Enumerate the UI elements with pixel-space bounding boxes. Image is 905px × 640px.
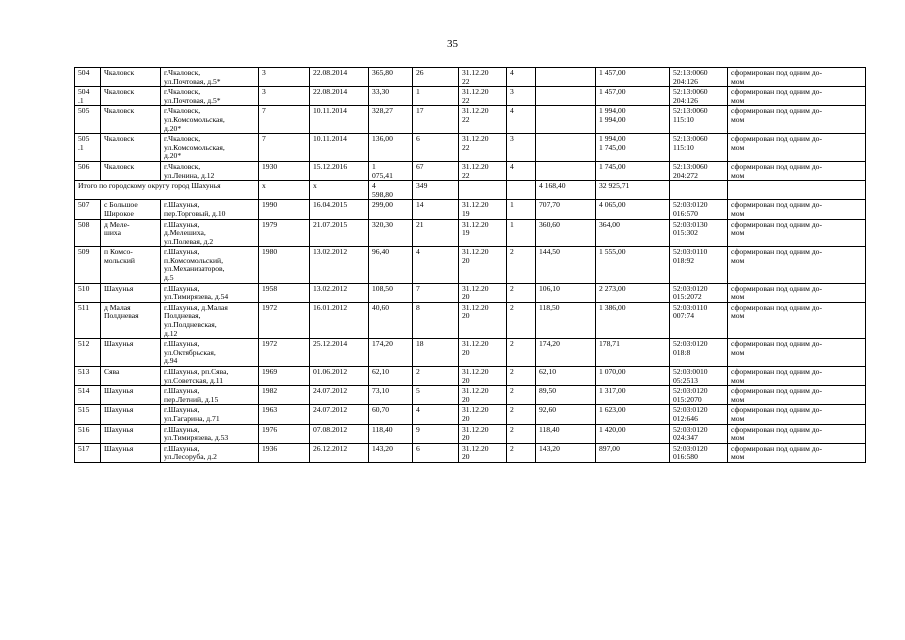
table-row — [75, 219, 866, 247]
cell-price: 1 317,00 — [596, 386, 670, 405]
cell-address: г.Шахунья, пер.Торговый, д.10 — [161, 200, 259, 219]
cell-residents: 349 — [413, 181, 459, 200]
cell-year-built: 3 — [259, 87, 310, 106]
cell-deadline — [459, 181, 507, 200]
cell-note: сформирован под одним до- мом — [728, 339, 866, 367]
cell-stage: 4 — [507, 161, 536, 180]
cell-year-built: 1963 — [259, 405, 310, 424]
cell-area-remaining — [536, 68, 596, 87]
cell-residents: 67 — [413, 161, 459, 180]
cell-settlement: с Большое Широкое — [101, 200, 161, 219]
cell-settlement: Сява — [101, 367, 161, 386]
cell-area-remaining: 118,50 — [536, 302, 596, 338]
cell-stage: 2 — [507, 339, 536, 367]
cell-price: 897,00 — [596, 443, 670, 462]
cell-area-remaining — [536, 134, 596, 162]
cell-residents: 4 — [413, 247, 459, 283]
cell-cadastral-number: 52:03:0010 05:2513 — [670, 367, 728, 386]
cell-cadastral-number: 52:13:0060 115:10 — [670, 106, 728, 134]
cell-settlement: д Меле- шиха — [101, 219, 161, 247]
cell-area-remaining: 360,60 — [536, 219, 596, 247]
cell-settlement: Шахунья — [101, 386, 161, 405]
cell-area: 108,50 — [369, 283, 413, 302]
table-row — [75, 68, 866, 87]
cell-area: 320,30 — [369, 219, 413, 247]
cell-stage: 2 — [507, 367, 536, 386]
cell-address: г.Чкаловск, ул.Почтовая, д.5* — [161, 68, 259, 87]
cell-address: г.Шахунья, пер.Летний, д.15 — [161, 386, 259, 405]
cell-address: г.Шахунья, ул.Октябрьская, д.94 — [161, 339, 259, 367]
table-row — [75, 339, 866, 367]
cell-price: 1 386,00 — [596, 302, 670, 338]
table-row — [75, 386, 866, 405]
cell-deadline: 31.12.20 22 — [459, 87, 507, 106]
total-label-cell: Итого по городскому округу город Шахунья — [75, 181, 259, 200]
cell-residents: 8 — [413, 302, 459, 338]
cell-price: 178,71 — [596, 339, 670, 367]
cell-settlement: п Комсо- мольский — [101, 247, 161, 283]
cell-row-number: 513 — [75, 367, 101, 386]
cell-area-remaining: 89,50 — [536, 386, 596, 405]
cell-address: г.Шахунья, рп.Сява, ул.Советская, д.11 — [161, 367, 259, 386]
cell-address: г.Чкаловск, ул.Почтовая, д.5* — [161, 87, 259, 106]
cell-area-remaining: 143,20 — [536, 443, 596, 462]
table-row — [75, 424, 866, 443]
cell-year-built: 1982 — [259, 386, 310, 405]
cell-note: сформирован под одним до- мом — [728, 367, 866, 386]
cell-address: г.Шахунья, ул.Лесоруба, д.2 — [161, 443, 259, 462]
cell-survey-date: 01.06.2012 — [310, 367, 369, 386]
cell-residents: 6 — [413, 134, 459, 162]
cell-address: г.Шахунья, ул.Гагарина, д.71 — [161, 405, 259, 424]
cell-price: 1 994,00 1 994,00 — [596, 106, 670, 134]
cell-note: сформирован под одним до- мом — [728, 200, 866, 219]
cell-stage: 2 — [507, 302, 536, 338]
cell-price: 2 273,00 — [596, 283, 670, 302]
cell-area-remaining: 144,50 — [536, 247, 596, 283]
cell-row-number: 506 — [75, 161, 101, 180]
cell-row-number: 505 — [75, 106, 101, 134]
cell-row-number: 507 — [75, 200, 101, 219]
cell-area: 62,10 — [369, 367, 413, 386]
cell-cadastral-number: 52:13:0060 204:272 — [670, 161, 728, 180]
cell-settlement: Шахунья — [101, 283, 161, 302]
cell-cadastral-number: 52:03:0120 015:2072 — [670, 283, 728, 302]
cell-cadastral-number: 52:03:0120 016:570 — [670, 200, 728, 219]
cell-note: сформирован под одним до- мом — [728, 161, 866, 180]
cell-area-remaining: 92,60 — [536, 405, 596, 424]
cell-area-remaining — [536, 106, 596, 134]
cell-survey-date: 22.08.2014 — [310, 68, 369, 87]
cell-deadline: 31.12.20 22 — [459, 161, 507, 180]
cell-year-built: 1972 — [259, 302, 310, 338]
cell-stage: 1 — [507, 219, 536, 247]
cell-settlement: Шахунья — [101, 443, 161, 462]
table-row — [75, 443, 866, 462]
cell-cadastral-number: 52:03:0120 024:347 — [670, 424, 728, 443]
table-row — [75, 367, 866, 386]
cell-row-number: 511 — [75, 302, 101, 338]
cell-deadline: 31.12.20 20 — [459, 386, 507, 405]
cell-stage: 2 — [507, 443, 536, 462]
cell-year-built: 1976 — [259, 424, 310, 443]
cell-cadastral-number — [670, 181, 728, 200]
cell-survey-date: 10.11.2014 — [310, 106, 369, 134]
cell-residents: 14 — [413, 200, 459, 219]
cell-note: сформирован под одним до- мом — [728, 68, 866, 87]
cell-year-built: 7 — [259, 134, 310, 162]
cell-deadline: 31.12.20 20 — [459, 339, 507, 367]
cell-area-remaining: 62,10 — [536, 367, 596, 386]
cell-survey-date: 16.01.2012 — [310, 302, 369, 338]
cell-note: сформирован под одним до- мом — [728, 106, 866, 134]
cell-survey-date: 25.12.2014 — [310, 339, 369, 367]
cell-cadastral-number: 52:03:0120 015:2070 — [670, 386, 728, 405]
cell-area-remaining — [536, 87, 596, 106]
cell-row-number: 517 — [75, 443, 101, 462]
cell-note: сформирован под одним до- мом — [728, 405, 866, 424]
cell-stage: 2 — [507, 247, 536, 283]
cell-area: 40,60 — [369, 302, 413, 338]
cell-survey-date: 13.02.2012 — [310, 283, 369, 302]
cell-price: 1 745,00 — [596, 161, 670, 180]
table-row — [75, 200, 866, 219]
cell-year-built: 1930 — [259, 161, 310, 180]
housing-register-table — [74, 67, 866, 463]
cell-residents: 21 — [413, 219, 459, 247]
cell-address: г.Шахунья, п.Комсомольский, ул.Механизаторов, д.5 — [161, 247, 259, 283]
cell-settlement: Шахунья — [101, 424, 161, 443]
cell-deadline: 31.12.20 20 — [459, 405, 507, 424]
cell-address: г.Шахунья, ул.Тимирязева, д.54 — [161, 283, 259, 302]
cell-area-remaining: 707,70 — [536, 200, 596, 219]
table-row — [75, 247, 866, 283]
cell-cadastral-number: 52:13:0060 204:126 — [670, 68, 728, 87]
cell-note: сформирован под одним до- мом — [728, 424, 866, 443]
cell-note: сформирован под одним до- мом — [728, 134, 866, 162]
cell-row-number: 509 — [75, 247, 101, 283]
cell-deadline: 31.12.20 20 — [459, 443, 507, 462]
cell-address: г.Шахунья, д.Малая Полдневая, ул.Полдневская, д.12 — [161, 302, 259, 338]
cell-area: 118,40 — [369, 424, 413, 443]
cell-survey-date: x — [310, 181, 369, 200]
table-row — [75, 87, 866, 106]
cell-survey-date: 24.07.2012 — [310, 386, 369, 405]
cell-price: 32 925,71 — [596, 181, 670, 200]
cell-address: г.Чкаловск, ул.Комсомольская, д.20* — [161, 106, 259, 134]
cell-settlement: д Малая Полдневая — [101, 302, 161, 338]
cell-address: г.Шахунья, д.Мелешиха, ул.Полевая, д.2 — [161, 219, 259, 247]
cell-year-built: 1972 — [259, 339, 310, 367]
cell-stage: 4 — [507, 68, 536, 87]
cell-area: 4 598,80 — [369, 181, 413, 200]
cell-area: 60,70 — [369, 405, 413, 424]
cell-cadastral-number: 52:03:0110 018:92 — [670, 247, 728, 283]
cell-row-number: 504 .1 — [75, 87, 101, 106]
cell-area-remaining: 174,20 — [536, 339, 596, 367]
cell-area: 96,40 — [369, 247, 413, 283]
cell-price: 1 457,00 — [596, 87, 670, 106]
cell-survey-date: 24.07.2012 — [310, 405, 369, 424]
cell-settlement: Чкаловск — [101, 87, 161, 106]
cell-note: сформирован под одним до- мом — [728, 283, 866, 302]
cell-deadline: 31.12.20 20 — [459, 247, 507, 283]
cell-stage: 3 — [507, 87, 536, 106]
cell-row-number: 510 — [75, 283, 101, 302]
cell-year-built: 1980 — [259, 247, 310, 283]
cell-deadline: 31.12.20 20 — [459, 367, 507, 386]
cell-year-built: x — [259, 181, 310, 200]
cell-residents: 26 — [413, 68, 459, 87]
cell-residents: 5 — [413, 386, 459, 405]
cell-year-built: 1990 — [259, 200, 310, 219]
cell-row-number: 504 — [75, 68, 101, 87]
cell-deadline: 31.12.20 19 — [459, 219, 507, 247]
cell-address: г.Шахунья, ул.Тимирязева, д.53 — [161, 424, 259, 443]
cell-note: сформирован под одним до- мом — [728, 386, 866, 405]
cell-area-remaining — [536, 161, 596, 180]
cell-settlement: Чкаловск — [101, 161, 161, 180]
cell-note: сформирован под одним до- мом — [728, 302, 866, 338]
cell-settlement: Чкаловск — [101, 106, 161, 134]
cell-note — [728, 181, 866, 200]
cell-survey-date: 16.04.2015 — [310, 200, 369, 219]
cell-price: 1 555,00 — [596, 247, 670, 283]
cell-cadastral-number: 52:03:0120 016:580 — [670, 443, 728, 462]
cell-cadastral-number: 52:03:0120 012:646 — [670, 405, 728, 424]
cell-deadline: 31.12.20 22 — [459, 106, 507, 134]
cell-address: г.Чкаловск, ул.Ленина, д.12 — [161, 161, 259, 180]
cell-settlement: Чкаловск — [101, 68, 161, 87]
cell-residents: 18 — [413, 339, 459, 367]
cell-row-number: 508 — [75, 219, 101, 247]
cell-area: 299,00 — [369, 200, 413, 219]
cell-stage: 2 — [507, 283, 536, 302]
cell-price: 4 065,00 — [596, 200, 670, 219]
cell-deadline: 31.12.20 20 — [459, 302, 507, 338]
cell-survey-date: 10.11.2014 — [310, 134, 369, 162]
cell-deadline: 31.12.20 22 — [459, 134, 507, 162]
cell-year-built: 1936 — [259, 443, 310, 462]
cell-stage: 2 — [507, 424, 536, 443]
cell-residents: 6 — [413, 443, 459, 462]
cell-cadastral-number: 52:03:0110 007:74 — [670, 302, 728, 338]
cell-deadline: 31.12.20 20 — [459, 424, 507, 443]
cell-residents: 17 — [413, 106, 459, 134]
table-row — [75, 106, 866, 134]
cell-residents: 2 — [413, 367, 459, 386]
cell-note: сформирован под одним до- мом — [728, 87, 866, 106]
cell-area: 143,20 — [369, 443, 413, 462]
cell-deadline: 31.12.20 22 — [459, 68, 507, 87]
cell-survey-date: 15.12.2016 — [310, 161, 369, 180]
cell-stage: 2 — [507, 386, 536, 405]
page-number: 35 — [447, 38, 458, 50]
cell-area: 328,27 — [369, 106, 413, 134]
cell-survey-date: 22.08.2014 — [310, 87, 369, 106]
cell-cadastral-number: 52:03:0120 018:8 — [670, 339, 728, 367]
cell-row-number: 514 — [75, 386, 101, 405]
cell-stage — [507, 181, 536, 200]
cell-note: сформирован под одним до- мом — [728, 247, 866, 283]
cell-area-remaining: 106,10 — [536, 283, 596, 302]
total-row — [75, 181, 866, 200]
cell-deadline: 31.12.20 20 — [459, 283, 507, 302]
cell-cadastral-number: 52:13:0060 115:10 — [670, 134, 728, 162]
cell-year-built: 1969 — [259, 367, 310, 386]
cell-survey-date: 26.12.2012 — [310, 443, 369, 462]
cell-settlement: Шахунья — [101, 405, 161, 424]
cell-residents: 4 — [413, 405, 459, 424]
cell-area: 33,30 — [369, 87, 413, 106]
cell-survey-date: 13.02.2012 — [310, 247, 369, 283]
cell-address: г.Чкаловск, ул.Комсомольская, д.20* — [161, 134, 259, 162]
cell-stage: 4 — [507, 106, 536, 134]
cell-area: 365,80 — [369, 68, 413, 87]
cell-cadastral-number: 52:13:0060 204:126 — [670, 87, 728, 106]
cell-price: 1 420,00 — [596, 424, 670, 443]
cell-settlement: Шахунья — [101, 339, 161, 367]
cell-residents: 9 — [413, 424, 459, 443]
cell-survey-date: 07.08.2012 — [310, 424, 369, 443]
cell-residents: 1 — [413, 87, 459, 106]
cell-row-number: 516 — [75, 424, 101, 443]
cell-note: сформирован под одним до- мом — [728, 219, 866, 247]
cell-price: 1 457,00 — [596, 68, 670, 87]
cell-row-number: 505 .1 — [75, 134, 101, 162]
cell-row-number: 515 — [75, 405, 101, 424]
cell-row-number: 512 — [75, 339, 101, 367]
cell-year-built: 1958 — [259, 283, 310, 302]
cell-area-remaining: 4 168,40 — [536, 181, 596, 200]
cell-settlement: Чкаловск — [101, 134, 161, 162]
cell-stage: 3 — [507, 134, 536, 162]
table-row — [75, 302, 866, 338]
cell-price: 1 070,00 — [596, 367, 670, 386]
cell-cadastral-number: 52:03:0130 015:302 — [670, 219, 728, 247]
cell-price: 364,00 — [596, 219, 670, 247]
table-row — [75, 405, 866, 424]
cell-area: 174,20 — [369, 339, 413, 367]
cell-survey-date: 21.07.2015 — [310, 219, 369, 247]
cell-area: 73,10 — [369, 386, 413, 405]
cell-area-remaining: 118,40 — [536, 424, 596, 443]
cell-price: 1 623,00 — [596, 405, 670, 424]
cell-year-built: 3 — [259, 68, 310, 87]
cell-price: 1 994,00 1 745,00 — [596, 134, 670, 162]
table-row — [75, 283, 866, 302]
cell-area: 1 075,41 — [369, 161, 413, 180]
cell-residents: 7 — [413, 283, 459, 302]
cell-deadline: 31.12.20 19 — [459, 200, 507, 219]
table-body — [75, 68, 866, 463]
cell-stage: 1 — [507, 200, 536, 219]
table-row — [75, 161, 866, 180]
cell-year-built: 7 — [259, 106, 310, 134]
table-row — [75, 134, 866, 162]
cell-note: сформирован под одним до- мом — [728, 443, 866, 462]
cell-year-built: 1979 — [259, 219, 310, 247]
cell-stage: 2 — [507, 405, 536, 424]
cell-area: 136,00 — [369, 134, 413, 162]
